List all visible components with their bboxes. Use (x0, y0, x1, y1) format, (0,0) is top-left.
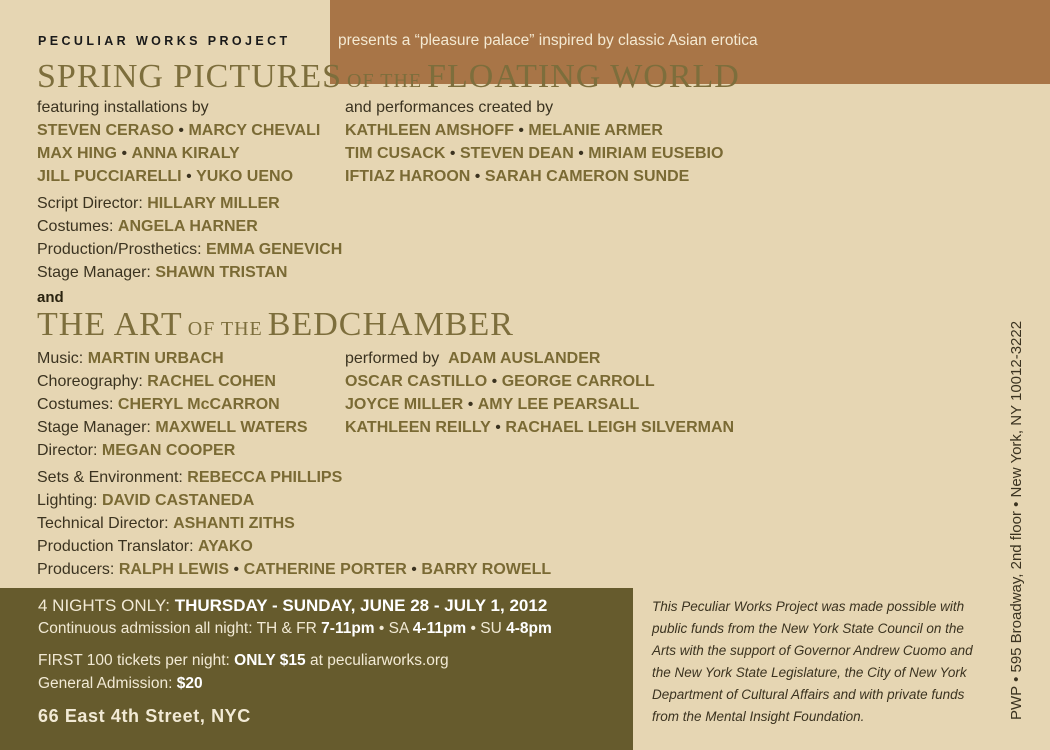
installations-intro: featuring installations by (37, 99, 209, 116)
performer-line (345, 142, 723, 165)
performer-name: ADAM AUSLANDER (448, 350, 601, 367)
performer-line (345, 370, 734, 393)
installation-artists-line (37, 165, 320, 188)
performer-line (345, 347, 734, 370)
crew-credit (37, 439, 308, 462)
crew-credit (37, 370, 308, 393)
first-100-offer (38, 652, 449, 670)
crew-name: SHAWN TRISTAN (155, 264, 288, 281)
show1-title (37, 58, 740, 96)
show1-title-part-b: OF THE (347, 70, 423, 92)
hours-su: 4-8pm (506, 620, 552, 637)
producers-credit (37, 558, 551, 581)
bullet: • (121, 145, 128, 162)
performer-name: RACHAEL LEIGH SILVERMAN (505, 419, 735, 436)
crew-role: Production Translator: (37, 538, 194, 555)
bullet: • (495, 419, 501, 436)
crew-name: REBECCA PHILLIPS (187, 469, 343, 486)
crew-role: Costumes: (37, 396, 114, 413)
crew-name: RACHEL COHEN (147, 373, 276, 390)
show2-title-part-b: OF THE (187, 318, 263, 340)
show2-crew-more (37, 466, 551, 581)
performer-name: GEORGE CARROLL (501, 373, 655, 390)
performer-name: IFTIAZ HAROON (345, 168, 471, 185)
nights-dates: THURSDAY - SUNDAY, JUNE 28 - JULY 1, 2012 (174, 596, 548, 615)
hours-su-label: SU (480, 620, 502, 637)
organization-name: PECULIAR WORKS PROJECT (38, 34, 291, 48)
show1-crew (37, 192, 342, 284)
performer-name: TIM CUSACK (345, 145, 446, 162)
crew-name: AYAKO (197, 538, 253, 555)
bullet: • (518, 122, 524, 139)
performer-line (345, 393, 734, 416)
performer-name: STEVEN DEAN (459, 145, 574, 162)
crew-role: Sets & Environment: (37, 469, 183, 486)
installation-artists-line (37, 119, 320, 142)
crew-role: Costumes: (37, 218, 114, 235)
crew-credit (37, 416, 308, 439)
producer-name: CATHERINE PORTER (243, 561, 407, 578)
bullet: • (186, 168, 192, 185)
event-info-panel (0, 588, 633, 750)
crew-name: ASHANTI ZITHS (173, 515, 295, 532)
hours-thfr: 7-11pm (321, 620, 375, 637)
show2-title (37, 306, 514, 344)
general-admission (38, 675, 203, 693)
performed-by-label: performed by (345, 350, 440, 367)
offer-price: ONLY $15 (234, 652, 306, 669)
crew-credit (37, 489, 551, 512)
artist-name: YUKO UENO (196, 168, 294, 185)
artist-name: JILL PUCCIARELLI (37, 168, 182, 185)
bullet: • (178, 122, 184, 139)
show1-title-part-a: SPRING PICTURES (37, 58, 343, 95)
nights-label: 4 NIGHTS ONLY: (38, 596, 170, 615)
top-banner (0, 28, 1050, 56)
crew-role: Production/Prosthetics: (37, 241, 202, 258)
performer-line (345, 416, 734, 439)
ga-price: $20 (176, 675, 203, 692)
producer-name: RALPH LEWIS (118, 561, 230, 578)
bullet: • (470, 620, 476, 637)
artist-name: STEVEN CERASO (37, 122, 174, 139)
performer-name: MIRIAM EUSEBIO (588, 145, 724, 162)
crew-credit (37, 238, 342, 261)
crew-credit (37, 215, 342, 238)
admission-hours (38, 620, 552, 638)
crew-credit (37, 261, 342, 284)
crew-name: MEGAN COOPER (101, 442, 236, 459)
crew-role: Music: (37, 350, 84, 367)
ga-label: General Admission: (38, 675, 173, 692)
crew-role: Choreography: (37, 373, 143, 390)
hours-sa-label: SA (388, 620, 409, 637)
bullet: • (467, 396, 474, 413)
funding-credit: This Peculiar Works Project was made possible with public funds from the New York State Council on the Arts with the support of Governor Andrew Cuomo and the New York State Legislature, the City of New York Department of Cultural Affairs and with private funds from the Mental Insight Foundation. (652, 599, 973, 724)
bullet: • (378, 620, 385, 637)
crew-role: Script Director: (37, 195, 143, 212)
bullet: • (578, 145, 584, 162)
offer-label: FIRST 100 tickets per night: (38, 652, 230, 669)
bullet: • (491, 373, 498, 390)
crew-credit (37, 393, 308, 416)
performer-line (345, 119, 723, 142)
performer-line (345, 165, 723, 188)
performer-name: KATHLEEN AMSHOFF (345, 122, 514, 139)
hours-label: Continuous admission all night: TH & FR (38, 620, 317, 637)
crew-credit (37, 192, 342, 215)
performer-name: OSCAR CASTILLO (345, 373, 488, 390)
mailing-address: PWP • 595 Broadway, 2nd floor • New York, NY 10012-3222 (1008, 320, 1025, 720)
show1-installations (37, 96, 320, 188)
hours-sa: 4-11pm (412, 620, 467, 637)
show1-performers (345, 96, 723, 188)
crew-name: ANGELA HARNER (117, 218, 258, 235)
offer-website: at peculiarworks.org (309, 652, 449, 669)
and-label: and (37, 289, 64, 306)
performances-intro: and performances created by (345, 99, 554, 116)
banner-tagline: presents a “pleasure palace” inspired by classic Asian erotica (338, 32, 758, 49)
venue-address: 66 East 4th Street, NYC (38, 706, 251, 726)
show1-title-part-c: FLOATING WORLD (427, 58, 740, 95)
performer-name: KATHLEEN REILLY (345, 419, 491, 436)
crew-credit (37, 466, 551, 489)
crew-credit (37, 347, 308, 370)
performer-name: SARAH CAMERON SUNDE (484, 168, 690, 185)
performer-name: JOYCE MILLER (345, 396, 464, 413)
show2-crew-left (37, 347, 308, 462)
artist-name: MAX HING (37, 145, 117, 162)
crew-name: HILLARY MILLER (147, 195, 280, 212)
crew-role: Lighting: (37, 492, 98, 509)
crew-name: DAVID CASTANEDA (101, 492, 255, 509)
artist-name: MARCY CHEVALI (188, 122, 321, 139)
show2-title-part-c: BEDCHAMBER (267, 306, 514, 343)
crew-role: Technical Director: (37, 515, 169, 532)
crew-credit (37, 535, 551, 558)
crew-name: MAXWELL WATERS (155, 419, 308, 436)
artist-name: ANNA KIRALY (131, 145, 240, 162)
crew-credit (37, 512, 551, 535)
performer-name: MELANIE ARMER (528, 122, 663, 139)
bullet: • (474, 168, 481, 185)
producer-name: BARRY ROWELL (421, 561, 552, 578)
crew-role: Director: (37, 442, 98, 459)
crew-name: CHERYL McCARRON (117, 396, 280, 413)
crew-role: Stage Manager: (37, 419, 151, 436)
performer-name: AMY LEE PEARSALL (477, 396, 640, 413)
show2-title-part-a: THE ART (37, 306, 183, 343)
installation-artists-line (37, 142, 320, 165)
bullet: • (411, 561, 417, 578)
bullet: • (449, 145, 456, 162)
crew-name: MARTIN URBACH (87, 350, 224, 367)
crew-name: EMMA GENEVICH (205, 241, 343, 258)
show2-performers (345, 347, 734, 439)
bullet: • (233, 561, 240, 578)
crew-role: Stage Manager: (37, 264, 151, 281)
crew-role: Producers: (37, 561, 115, 578)
run-dates (38, 596, 547, 616)
